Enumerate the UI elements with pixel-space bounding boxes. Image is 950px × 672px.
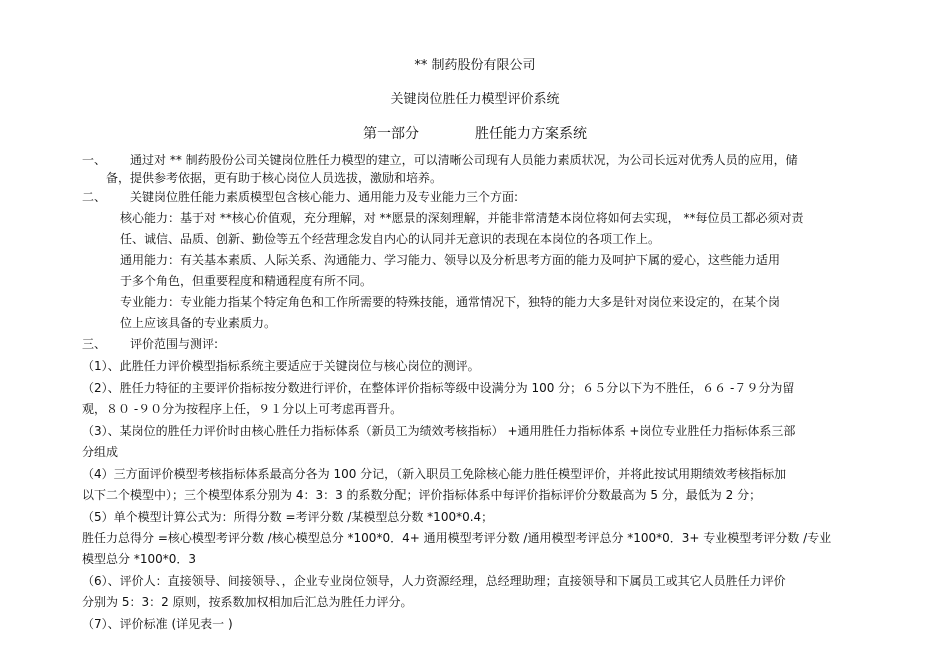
section-2-number: 二、 xyxy=(82,190,107,204)
item-3-line-1: （3）、某岗位的胜任力评价时由核心胜任力指标体系（新员工为绩效考核指标） +通用胜任力指标体系 +岗位专业胜任力指标体系三部 xyxy=(82,424,796,438)
item-5-line-3: 模型总分 *100*0．3 xyxy=(82,552,196,566)
item-6-line-1: （6）、评价人：直接领导、间接领导、，企业专业岗位领导，人力资源经理，总经理助理；直接领导和下属员工或其它人员胜任力评价 xyxy=(82,574,786,588)
system-title: 关键岗位胜任力模型评价系统 xyxy=(390,92,560,107)
part-title: 胜任能力方案系统 xyxy=(475,126,587,142)
item-5-line-2: 胜任力总得分 =核心模型考评分数 /核心模型总分 *100*0．4+ 通用模型考评分数 /通用模型考评总分 *100*0．3+ 专业模型考评分数 /专业 xyxy=(82,531,832,545)
general-ability-line-2: 于多个角色，但重要程度和精通程度有所不同。 xyxy=(120,274,373,288)
item-3-line-2: 分组成 xyxy=(82,445,119,459)
item-7: （7）、评价标准 (详见表一 ) xyxy=(82,617,233,631)
item-4-line-1: （4）三方面评价模型考核指标体系最高分各为 100 分记，（新入职员工免除核心能力胜任模型评价，并将此按试用期绩效考核指标加 xyxy=(82,467,787,481)
section-3-title: 评价范围与测评: xyxy=(130,337,219,351)
section-1-number: 一、 xyxy=(82,153,107,167)
item-4-line-2: 以下二个模型中）；三个模型体系分别为 4：3：3 的系数分配；评价指标体系中每评价指标评价分数最高为 5 分，最低为 2 分； xyxy=(82,488,762,502)
section-1-line-1: 通过对 ** 制药股份公司关键岗位胜任力模型的建立，可以清晰公司现有人员能力素质状况，为公司长远对优秀人员的应用，储 xyxy=(130,153,798,167)
section-1-line-2: 备，提供参考依据，更有助于核心岗位人员选拔，激励和培养。 xyxy=(106,171,443,185)
core-ability-line-1: 核心能力：基于对 **核心价值观，充分理解，对 **愿景的深刻理解，并能非常清楚本岗位将如何去实现， **每位员工都必须对责 xyxy=(120,211,804,225)
item-6-line-2: 分别为 5：3：2 原则，按系数加权相加后汇总为胜任力评分。 xyxy=(82,595,413,609)
core-ability-line-2: 任、诚信、品质、创新、勤俭等五个经营理念发自内心的认同并无意识的表现在本岗位的各项工作上。 xyxy=(120,232,661,246)
section-2-intro: 关键岗位胜任能力素质模型包含核心能力、通用能力及专业能力三个方面: xyxy=(130,190,519,204)
part-heading xyxy=(0,126,950,142)
company-name: ** 制药股份有限公司 xyxy=(414,58,536,73)
item-2-line-1: （2）、胜任力特征的主要评价指标按分数进行评价，在整体评价指标等级中设满分为 100 分；６５分以下为不胜任，６６ -７９分为留 xyxy=(82,381,795,395)
part-label: 第一部分 xyxy=(363,126,419,142)
item-1: （1）、此胜任力评价模型指标系统主要适应于关键岗位与核心岗位的测评。 xyxy=(82,359,480,373)
item-5-line-1: （5）单个模型计算公式为：所得分数 =考评分数 /某模型总分数 *100*0.4； xyxy=(82,510,494,524)
professional-ability-line-1: 专业能力：专业能力指某个特定角色和工作所需要的特殊技能，通常情况下，独特的能力大多是针对岗位来设定的，在某个岗 xyxy=(120,295,781,309)
professional-ability-line-2: 位上应该具备的专业素质力。 xyxy=(120,316,277,330)
section-3-number: 三、 xyxy=(82,337,107,351)
general-ability-line-1: 通用能力：有关基本素质、人际关系、沟通能力、学习能力、领导以及分析思考方面的能力及呵护下属的爱心，这些能力适用 xyxy=(120,253,781,267)
item-2-line-2: 观，８０ -９０分为按程序上任，９１分以上可考虑再晋升。 xyxy=(82,402,403,416)
